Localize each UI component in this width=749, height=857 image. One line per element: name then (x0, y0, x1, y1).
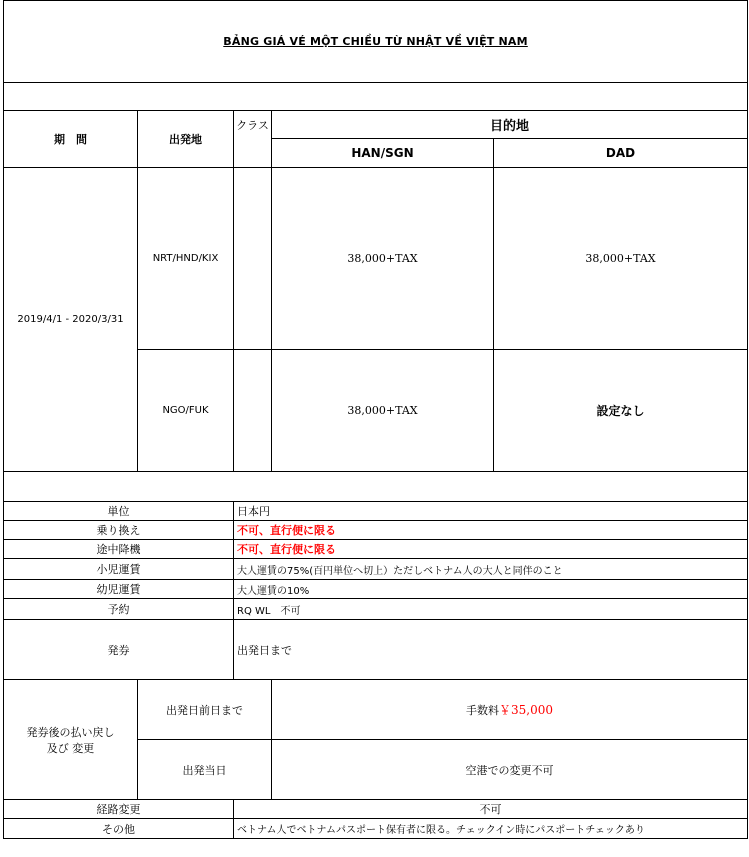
cond-value-unit: 日本円 (234, 502, 748, 521)
origin-nrt-hnd-kix: NRT/HND/KIX (138, 168, 234, 350)
cond-value-booking: RQ WL 不可 (234, 599, 748, 620)
fare-row-1 (4, 168, 748, 350)
fee-value: ￥35,000 (499, 703, 554, 717)
class-cell (234, 168, 272, 350)
fare-dad-2: 設定なし (494, 350, 748, 472)
cond-row-child (4, 559, 748, 580)
cond-label-child: 小児運賃 (4, 559, 234, 580)
fare-han-sgn-1: 38,000+TAX (272, 168, 494, 350)
cond-row-refund-before (4, 680, 748, 740)
cond-value-refund-before (272, 680, 748, 740)
title-row (4, 1, 748, 83)
cond-label-refund: 発券後の払い戻し 及び 変更 (4, 680, 138, 800)
cond-label-stopover: 途中降機 (4, 540, 234, 559)
header-dest-dad: DAD (494, 139, 748, 168)
cond-label-transfer: 乗り換え (4, 521, 234, 540)
cond-label-unit: 単位 (4, 502, 234, 521)
blank-cell (4, 83, 748, 111)
cond-label-infant: 幼児運賃 (4, 580, 234, 599)
header-class: クラス (234, 111, 272, 168)
cond-row-ticketing (4, 620, 748, 680)
fare-table (3, 0, 748, 839)
spacer-row (4, 472, 748, 502)
cond-value-refund-same-day: 空港での変更不可 (272, 740, 748, 800)
header-destination: 目的地 (272, 111, 748, 139)
blank-cell (4, 472, 748, 502)
cond-label-booking: 予約 (4, 599, 234, 620)
cond-value-stopover: 不可、直行便に限る (234, 540, 748, 559)
class-cell (234, 350, 272, 472)
cond-row-transfer (4, 521, 748, 540)
header-dest-han-sgn: HAN/SGN (272, 139, 494, 168)
cond-label-other: その他 (4, 819, 234, 839)
cond-label-reroute: 経路変更 (4, 800, 234, 819)
spacer-row (4, 83, 748, 111)
cond-row-reroute (4, 800, 748, 819)
header-period: 期 間 (4, 111, 138, 168)
header-origin: 出発地 (138, 111, 234, 168)
fare-dad-1: 38,000+TAX (494, 168, 748, 350)
cond-value-reroute: 不可 (234, 800, 748, 819)
cond-value-infant: 大人運賃の10% (234, 580, 748, 599)
cond-row-booking (4, 599, 748, 620)
cond-value-other: ベトナム人でベトナムパスポート保有者に限る。チェックイン時にパスポートチェックあり (234, 819, 748, 839)
cond-value-ticketing: 出発日まで (234, 620, 748, 680)
cond-row-unit (4, 502, 748, 521)
fee-label: 手数料 (466, 704, 500, 717)
cond-row-stopover (4, 540, 748, 559)
cond-label-ticketing: 発券 (4, 620, 234, 680)
origin-ngo-fuk: NGO/FUK (138, 350, 234, 472)
cond-row-infant (4, 580, 748, 599)
cond-label-refund-before: 出発日前日まで (138, 680, 272, 740)
cond-row-other (4, 819, 748, 839)
page-title: BẢNG GIÁ VÉ MỘT CHIỀU TỪ NHẬT VỀ VIỆT NAM (4, 1, 748, 83)
cond-value-transfer: 不可、直行便に限る (234, 521, 748, 540)
period-value: 2019/4/1 - 2020/3/31 (4, 168, 138, 472)
fare-han-sgn-2: 38,000+TAX (272, 350, 494, 472)
cond-value-child: 大人運賃の75%(百円単位へ切上）ただしベトナム人の大人と同伴のこと (234, 559, 748, 580)
cond-label-refund-same-day: 出発当日 (138, 740, 272, 800)
header-row-1 (4, 111, 748, 139)
